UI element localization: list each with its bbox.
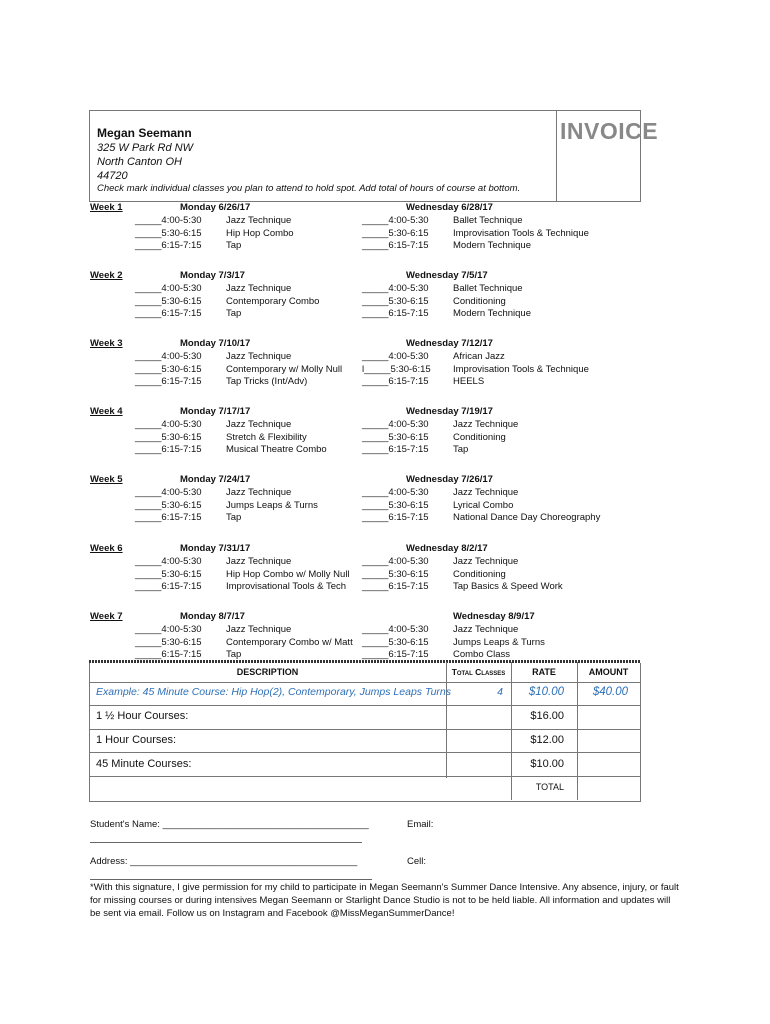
wednesday-class-name: Jazz Technique xyxy=(453,419,519,430)
monday-time-slot-checkbox[interactable]: _____6:15-7:15 xyxy=(135,649,202,661)
monday-time-slot-checkbox[interactable]: _____6:15-7:15 xyxy=(135,444,202,456)
wednesday-class-name: Tap Basics & Speed Work xyxy=(453,581,563,593)
row-90min-rate: $16.00 xyxy=(530,710,564,722)
monday-class-name: Tap xyxy=(226,512,242,524)
monday-time-slot-checkbox[interactable]: _____6:15-7:15 xyxy=(135,512,202,524)
wednesday-class-name: Improvisation Tools & Technique xyxy=(453,227,589,239)
wednesday-date: Wednesday 7/26/17 xyxy=(406,474,493,485)
monday-class-name: Contemporary Combo xyxy=(226,295,320,307)
monday-class-name: Jazz Technique xyxy=(226,556,292,567)
monday-time-slot-checkbox[interactable]: _____6:15-7:15 xyxy=(135,581,202,593)
wednesday-time-slot-checkbox[interactable]: _____4:00-5:30 xyxy=(362,556,429,567)
monday-time-slot-checkbox[interactable]: _____4:00-5:30 xyxy=(135,419,202,430)
monday-date: Monday 6/26/17 xyxy=(180,202,251,213)
week-label: Week 4 xyxy=(90,406,123,417)
instructions-note: Check mark individual classes you plan to attend to hold spot. Add total of hours of course at bottom. xyxy=(97,183,521,194)
wednesday-date: Wednesday 8/2/17 xyxy=(406,543,488,554)
monday-class-name: Jazz Technique xyxy=(226,487,292,498)
monday-time-slot-checkbox[interactable]: _____6:15-7:15 xyxy=(135,376,202,388)
row-45min-amount-input[interactable] xyxy=(578,753,639,775)
wednesday-class-name: Conditioning xyxy=(453,568,506,580)
wednesday-class-name: Conditioning xyxy=(453,431,506,443)
email-field[interactable]: Email: xyxy=(407,819,434,830)
monday-class-name: Tap xyxy=(226,240,242,252)
wednesday-time-slot-checkbox[interactable]: _____6:15-7:15 xyxy=(362,240,429,252)
wednesday-class-name: Jazz Technique xyxy=(453,624,519,635)
monday-class-name: Hip Hop Combo xyxy=(226,227,294,239)
wednesday-time-slot-checkbox[interactable]: _____6:15-7:15 xyxy=(362,444,429,456)
grid-line xyxy=(89,729,640,730)
example-rate: $10.00 xyxy=(528,686,564,698)
wednesday-time-slot-checkbox[interactable]: _____6:15-7:15 xyxy=(362,649,429,661)
monday-time-slot-checkbox[interactable]: _____5:30-6:15 xyxy=(135,227,202,239)
grid-line xyxy=(89,776,640,777)
wednesday-time-slot-checkbox[interactable]: _____4:00-5:30 xyxy=(362,624,429,635)
wednesday-time-slot-checkbox[interactable]: _____5:30-6:15 xyxy=(362,568,429,580)
address-extra-line xyxy=(90,879,372,880)
monday-class-name: Contemporary w/ Molly Null xyxy=(226,363,343,375)
wednesday-time-slot-checkbox[interactable]: _____4:00-5:30 xyxy=(362,215,429,226)
total-label: TOTAL xyxy=(535,782,564,792)
row-45min-classes-input[interactable] xyxy=(447,753,510,775)
wednesday-time-slot-checkbox[interactable]: _____5:30-6:15 xyxy=(362,295,429,307)
monday-class-name: Jazz Technique xyxy=(226,419,292,430)
wednesday-time-slot-checkbox[interactable]: _____5:30-6:15 xyxy=(362,227,429,239)
wednesday-class-name: African Jazz xyxy=(453,351,505,362)
wednesday-time-slot-checkbox[interactable]: _____6:15-7:15 xyxy=(362,581,429,593)
wednesday-time-slot-checkbox[interactable]: _____5:30-6:15 xyxy=(362,636,429,648)
monday-time-slot-checkbox[interactable]: _____5:30-6:15 xyxy=(135,363,202,375)
monday-class-name: Jumps Leaps & Turns xyxy=(226,499,318,511)
wednesday-date: Wednesday 6/28/17 xyxy=(406,202,493,213)
row-60min-rate: $12.00 xyxy=(530,734,564,746)
monday-class-name: Tap xyxy=(226,308,242,320)
wednesday-time-slot-checkbox[interactable]: _____5:30-6:15 xyxy=(362,499,429,511)
fee-table-top-border xyxy=(89,660,641,663)
monday-time-slot-checkbox[interactable]: _____4:00-5:30 xyxy=(135,283,202,294)
monday-class-name: Musical Theatre Combo xyxy=(226,444,327,456)
monday-time-slot-checkbox[interactable]: _____4:00-5:30 xyxy=(135,487,202,498)
address-line-3: 44720 xyxy=(97,170,128,182)
grid-line xyxy=(89,752,640,753)
disclaimer-text: *With this signature, I give permission for my child to participate in Megan Seemann's Summer Dance Intensive. Any absence, injury, or fault for missing courses or during intensives Megan Seemann or Starlight Dance Studio is not to be held liable. All information and updates will be sent via email. Follow us on Instagram and Facebook @MissMeganSummerDance! xyxy=(90,882,679,919)
wednesday-class-name: Conditioning xyxy=(453,295,506,307)
row-90min-classes-input[interactable] xyxy=(447,706,510,728)
monday-class-name: Jazz Technique xyxy=(226,351,292,362)
monday-class-name: Tap Tricks (Int/Adv) xyxy=(226,376,308,388)
week-label: Week 5 xyxy=(90,474,123,485)
wednesday-class-name: Ballet Technique xyxy=(453,283,523,294)
wednesday-class-name: Improvisation Tools & Technique xyxy=(453,363,589,375)
row-60min-classes-input[interactable] xyxy=(447,730,510,752)
monday-time-slot-checkbox[interactable]: _____6:15-7:15 xyxy=(135,240,202,252)
monday-time-slot-checkbox[interactable]: _____4:00-5:30 xyxy=(135,351,202,362)
wednesday-time-slot-checkbox[interactable]: l_____5:30-6:15 xyxy=(362,363,431,375)
monday-date: Monday 7/17/17 xyxy=(180,406,251,417)
monday-date: Monday 7/31/17 xyxy=(180,543,251,554)
wednesday-class-name: Jazz Technique xyxy=(453,556,519,567)
monday-time-slot-checkbox[interactable]: _____4:00-5:30 xyxy=(135,624,202,635)
week-label: Week 2 xyxy=(90,270,123,281)
wednesday-date: Wednesday 7/12/17 xyxy=(406,338,493,349)
monday-class-name: Jazz Technique xyxy=(226,215,292,226)
row-45min-label: 45 Minute Courses: xyxy=(96,758,192,770)
monday-class-name: Contemporary Combo w/ Matt xyxy=(226,636,353,648)
week-label: Week 6 xyxy=(90,543,123,554)
address-field[interactable]: Address: ___________________________________________ xyxy=(90,856,358,867)
monday-date: Monday 7/24/17 xyxy=(180,474,251,485)
monday-class-name: Hip Hop Combo w/ Molly Null xyxy=(226,568,350,580)
row-60min-label: 1 Hour Courses: xyxy=(96,734,177,746)
monday-time-slot-checkbox[interactable]: _____5:30-6:15 xyxy=(135,568,202,580)
week-label: Week 1 xyxy=(90,202,123,213)
example-description: Example: 45 Minute Course: Hip Hop(2), Contemporary, Jumps Leaps Turns xyxy=(96,686,452,698)
monday-time-slot-checkbox[interactable]: _____4:00-5:30 xyxy=(135,556,202,567)
wednesday-class-name: Lyrical Combo xyxy=(453,499,514,511)
row-90min-amount-input[interactable] xyxy=(578,706,639,728)
wednesday-time-slot-checkbox[interactable]: _____6:15-7:15 xyxy=(362,376,429,388)
col-header-description: DESCRIPTION xyxy=(236,667,299,677)
wednesday-class-name: Modern Technique xyxy=(453,240,531,252)
col-header-total-classes: Total Classes xyxy=(451,667,506,677)
grid-line xyxy=(89,705,640,706)
monday-time-slot-checkbox[interactable]: _____5:30-6:15 xyxy=(135,636,202,648)
student-name-extra-line xyxy=(90,842,362,843)
header-divider xyxy=(556,110,557,201)
total-amount-input[interactable] xyxy=(578,777,639,799)
week-label: Week 3 xyxy=(90,338,123,349)
example-classes: 4 xyxy=(497,686,503,698)
monday-class-name: Tap xyxy=(226,649,242,661)
wednesday-class-name: Modern Technique xyxy=(453,308,531,320)
col-header-amount: AMOUNT xyxy=(588,667,629,677)
row-90min-label: 1 ½ Hour Courses: xyxy=(96,710,189,722)
address-line-1: 325 W Park Rd NW xyxy=(97,142,193,154)
wednesday-class-name: Combo Class xyxy=(453,649,511,661)
wednesday-class-name: National Dance Day Choreography xyxy=(453,512,601,524)
grid-line xyxy=(89,682,640,683)
sender-name: Megan Seemann xyxy=(97,126,192,140)
monday-time-slot-checkbox[interactable]: _____5:30-6:15 xyxy=(135,431,202,443)
monday-class-name: Jazz Technique xyxy=(226,283,292,294)
wednesday-date: Wednesday 8/9/17 xyxy=(453,611,535,622)
wednesday-class-name: HEELS xyxy=(453,376,485,388)
wednesday-class-name: Tap xyxy=(453,444,469,456)
row-45min-rate: $10.00 xyxy=(530,758,564,770)
wednesday-time-slot-checkbox[interactable]: _____4:00-5:30 xyxy=(362,419,429,430)
monday-date: Monday 7/3/17 xyxy=(180,270,245,281)
wednesday-class-name: Jazz Technique xyxy=(453,487,519,498)
wednesday-time-slot-checkbox[interactable]: _____6:15-7:15 xyxy=(362,512,429,524)
monday-date: Monday 8/7/17 xyxy=(180,611,245,622)
wednesday-time-slot-checkbox[interactable]: _____6:15-7:15 xyxy=(362,308,429,320)
wednesday-class-name: Jumps Leaps & Turns xyxy=(453,636,545,648)
example-amount: $40.00 xyxy=(592,686,628,698)
wednesday-time-slot-checkbox[interactable]: _____4:00-5:30 xyxy=(362,487,429,498)
col-header-rate: RATE xyxy=(532,667,556,677)
row-60min-amount-input[interactable] xyxy=(578,730,639,752)
monday-class-name: Stretch & Flexibility xyxy=(226,431,307,443)
monday-time-slot-checkbox[interactable]: _____6:15-7:15 xyxy=(135,308,202,320)
wednesday-date: Wednesday 7/5/17 xyxy=(406,270,488,281)
monday-class-name: Improvisational Tools & Tech xyxy=(226,581,347,593)
wednesday-class-name: Ballet Technique xyxy=(453,215,523,226)
monday-time-slot-checkbox[interactable]: _____5:30-6:15 xyxy=(135,499,202,511)
wednesday-time-slot-checkbox[interactable]: _____4:00-5:30 xyxy=(362,351,429,362)
week-label: Week 7 xyxy=(90,611,123,622)
monday-time-slot-checkbox[interactable]: _____4:00-5:30 xyxy=(135,215,202,226)
cell-field[interactable]: Cell: xyxy=(407,856,427,867)
wednesday-date: Wednesday 7/19/17 xyxy=(406,406,493,417)
wednesday-time-slot-checkbox[interactable]: _____4:00-5:30 xyxy=(362,283,429,294)
invoice-title: INVOICE xyxy=(560,118,659,144)
student-name-field[interactable]: Student's Name: _______________________________________ xyxy=(90,819,369,830)
address-line-2: North Canton OH xyxy=(97,156,182,168)
monday-class-name: Jazz Technique xyxy=(226,624,292,635)
monday-date: Monday 7/10/17 xyxy=(180,338,251,349)
wednesday-time-slot-checkbox[interactable]: _____5:30-6:15 xyxy=(362,431,429,443)
monday-time-slot-checkbox[interactable]: _____5:30-6:15 xyxy=(135,295,202,307)
